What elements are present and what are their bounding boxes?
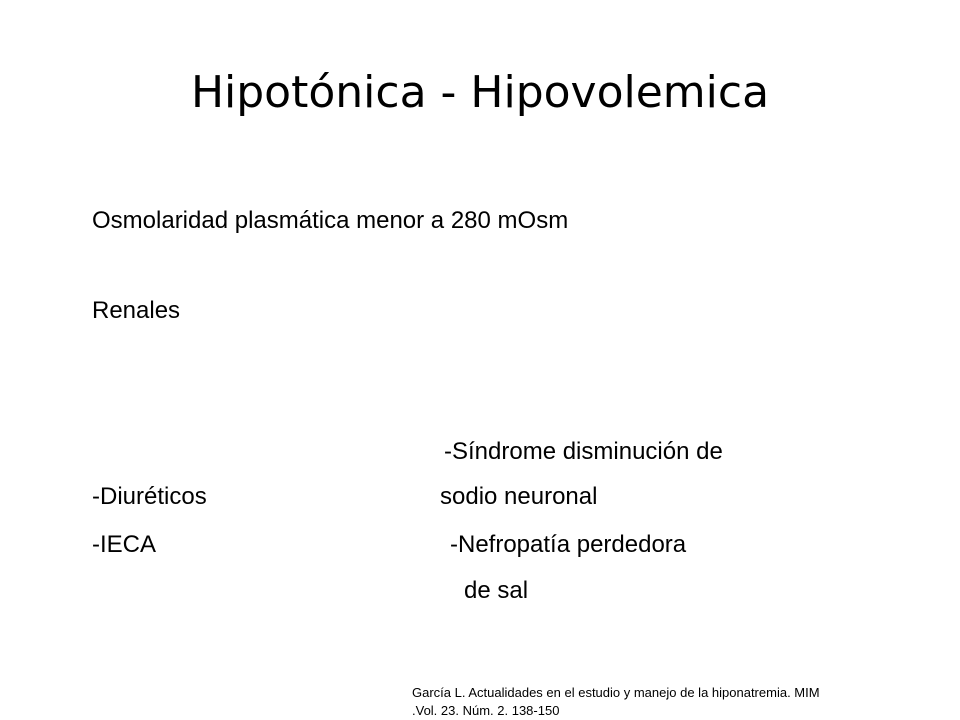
left-item-diureticos: -Diuréticos — [92, 483, 207, 510]
citation-line-1: García L. Actualidades en el estudio y manejo de la hiponatremia. MIM — [412, 685, 820, 700]
renales-heading: Renales — [92, 297, 181, 324]
right-item-4: de sal — [464, 577, 529, 604]
citation — [412, 684, 932, 720]
right-item-1: -Síndrome disminución de — [444, 438, 723, 465]
right-item-2: sodio neuronal — [440, 483, 598, 510]
citation-line-2: .Vol. 23. Núm. 2. 138-150 — [412, 703, 560, 718]
slide-title: Hipotónica - Hipovolemica — [190, 67, 770, 118]
right-item-3: -Nefropatía perdedora — [450, 531, 687, 558]
left-item-ieca: -IECA — [92, 531, 157, 558]
osmolarity-text: Osmolaridad plasmática menor a 280 mOsm — [92, 207, 569, 234]
